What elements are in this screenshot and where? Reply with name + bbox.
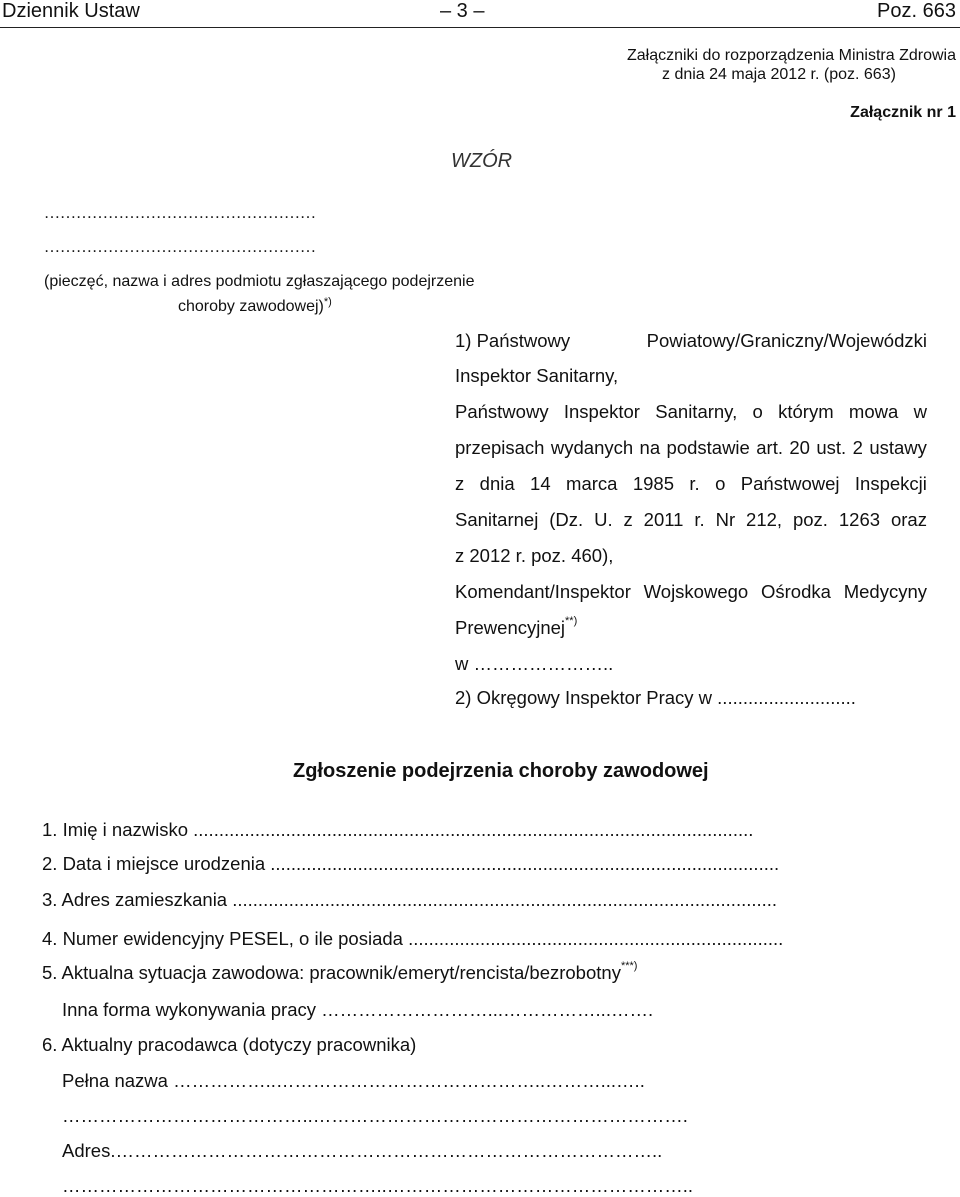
field-employment-status	[42, 962, 637, 984]
word: o	[752, 401, 763, 422]
word: Nr	[715, 509, 736, 530]
employment-status-text: 5. Aktualna sytuacja zawodowa: pracownik/emeryt/rencista/bezrobotny	[42, 962, 621, 983]
header-rule	[0, 27, 960, 28]
word: 2011	[643, 509, 684, 530]
addressee-line10: w …………………..	[455, 653, 614, 674]
word: z	[623, 509, 633, 530]
field-other-work: Inna forma wykonywania pracy ………………………...……………...…….	[62, 999, 654, 1020]
page-number: – 3 –	[440, 0, 485, 22]
stamp-caption-line1: (pieczęć, nazwa i adres podmiotu zgłaszającego podejrzenie	[44, 273, 475, 290]
word: Inspektor	[563, 401, 640, 422]
word: r.	[689, 473, 700, 494]
word: z	[455, 473, 465, 494]
word: marca	[566, 473, 618, 494]
footnote-marker-3: ***)	[620, 960, 638, 972]
word: 20	[789, 437, 810, 458]
word: w	[913, 401, 927, 422]
word: U.	[594, 509, 613, 530]
footnote-marker-1: *)	[323, 296, 332, 308]
field-birth: 2. Data i miejsce urodzenia ...................................................................................................	[42, 853, 780, 874]
word: dnia	[479, 473, 515, 494]
word: o	[715, 473, 726, 494]
word: 212,	[746, 509, 783, 530]
addressee-l9-text: Prewencyjnej	[455, 617, 566, 638]
field-name: 1. Imię i nazwisko .............................................................................................................	[42, 819, 754, 840]
word: Ośrodka	[761, 581, 831, 602]
word: wydanych	[550, 437, 634, 458]
word: 2	[852, 437, 863, 458]
word: przepisach	[455, 437, 545, 458]
field-employer-name: Pełna nazwa ……………..……………………………………..………...…..	[62, 1070, 645, 1091]
word: oraz	[890, 509, 927, 530]
word: podstawie	[666, 437, 750, 458]
word: r.	[694, 509, 705, 530]
addressee-l1-a: 1) Państwowy	[455, 330, 571, 351]
annex-intro-line2: z dnia 24 maja 2012 r. (poz. 663)	[662, 66, 896, 83]
stamp-dots-line1: ……………………………………………	[44, 205, 316, 222]
word: ust.	[816, 437, 847, 458]
word: którym	[778, 401, 834, 422]
addressee-line5	[455, 473, 927, 495]
word: Państwowej	[740, 473, 840, 494]
addressee-line7: z 2012 r. poz. 460),	[455, 545, 614, 566]
field-address: 3. Adres zamieszkania ..........................................................................................................	[42, 889, 778, 910]
stamp-caption-text: choroby zawodowej)	[178, 298, 324, 315]
journal-name: Dziennik Ustaw	[2, 0, 140, 22]
word: art.	[756, 437, 783, 458]
footnote-marker-2: **)	[565, 615, 578, 627]
field-pesel: 4. Numer ewidencyjny PESEL, o ile posiada .........................................................................	[42, 928, 784, 949]
word: 1263	[838, 509, 881, 530]
word: Wojskowego	[643, 581, 749, 602]
field-employer: 6. Aktualny pracodawca (dotyczy pracownika)	[42, 1034, 417, 1055]
word: 1985	[632, 473, 674, 494]
addressee-line11: 2) Okręgowy Inspektor Pracy w ...........................	[455, 687, 856, 708]
word: ustawy	[869, 437, 927, 458]
addressee-line8	[455, 581, 927, 603]
addressee-line9	[455, 617, 577, 639]
word: Sanitarny,	[655, 401, 738, 422]
word: Medycyny	[843, 581, 927, 602]
word: mowa	[848, 401, 899, 422]
word: Komendant/Inspektor	[455, 581, 631, 602]
word: na	[639, 437, 661, 458]
annex-number: Załącznik nr 1	[850, 104, 956, 121]
form-title: Zgłoszenie podejrzenia choroby zawodowej	[293, 760, 709, 782]
word: Państwowy	[455, 401, 549, 422]
template-label: WZÓR	[451, 150, 513, 172]
field-employer-address: Adres.……………………………………………………………………………..	[62, 1140, 663, 1161]
stamp-dots-line2: ……………………………………………	[44, 239, 316, 256]
word: poz.	[792, 509, 828, 530]
word: 14	[530, 473, 551, 494]
field-employer-name-cont: …………………………………..…………………………………………………….	[62, 1105, 688, 1126]
annex-intro-line1: Załączniki do rozporządzenia Ministra Zdrowia	[626, 47, 956, 64]
addressee-line6	[455, 509, 927, 531]
word: Inspekcji	[854, 473, 927, 494]
stamp-caption-line2	[178, 298, 332, 316]
addressee-line3	[455, 401, 927, 423]
field-employer-address-cont: ……………………………………………..…………………………………………..	[62, 1175, 694, 1196]
addressee-line4	[455, 437, 927, 459]
addressee-line1	[455, 330, 927, 352]
addressee-line2: Inspektor Sanitarny,	[455, 365, 619, 386]
word: (Dz.	[549, 509, 584, 530]
addressee-l1-b: Powiatowy/Graniczny/Wojewódzki	[646, 330, 927, 351]
word: Sanitarnej	[455, 509, 539, 530]
position-number: Poz. 663	[877, 0, 956, 22]
